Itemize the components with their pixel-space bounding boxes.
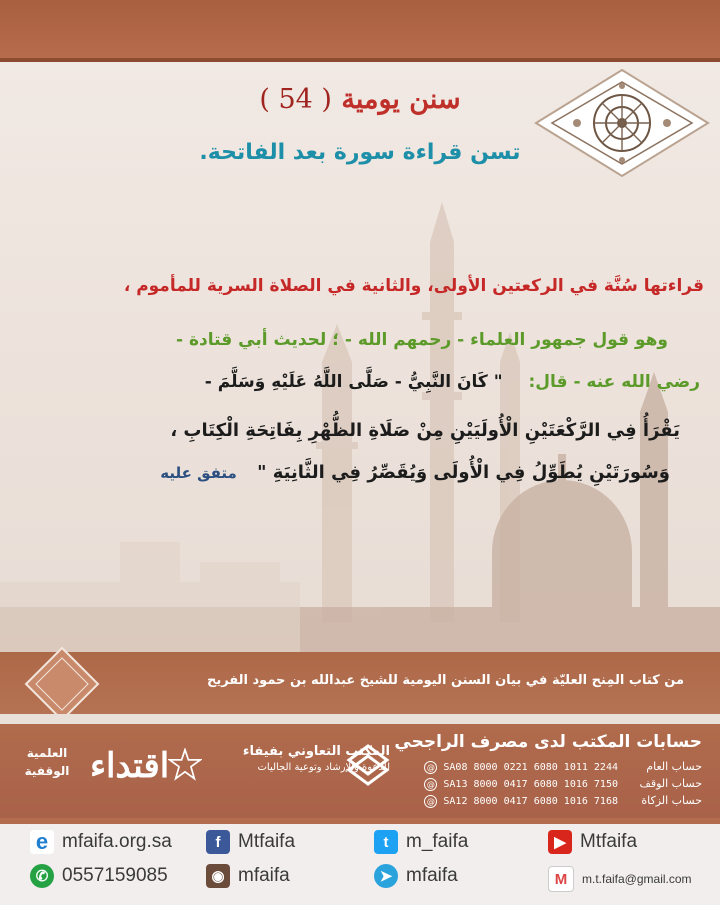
email-text: m.t.faifa@gmail.com — [582, 872, 692, 886]
source-bar — [0, 652, 720, 714]
twitter-contact[interactable] — [374, 830, 468, 854]
internet-explorer-icon: e — [30, 830, 54, 854]
office-info — [208, 744, 390, 773]
accounts-title: حسابات المكتب لدى مصرف الراجحي — [394, 732, 702, 752]
at-icon: @ — [424, 795, 437, 808]
iqtida-star-icon — [168, 748, 202, 782]
lesson-title-label: سنن يومية — [341, 84, 461, 115]
office-name: المكتب التعاوني بفيفاء — [242, 744, 390, 759]
account-number: SA12 8000 0417 6080 1016 7168 — [443, 796, 618, 807]
divider — [0, 714, 720, 724]
body-line-5 — [20, 462, 670, 483]
account-row — [424, 760, 702, 776]
iqtida-brand: اقتداء — [90, 746, 170, 786]
telegram-icon: ➤ — [374, 864, 398, 888]
source-text: من كتاب المِنح العليّة في بيان السنن اليومية للشيخ عبدالله بن حمود الفريح — [206, 673, 684, 688]
instagram-contact[interactable] — [206, 864, 290, 888]
iqtida-line-1: العلمية — [26, 746, 68, 760]
facebook-icon: f — [206, 830, 230, 854]
account-row — [424, 794, 702, 810]
email-contact[interactable] — [548, 866, 692, 892]
diamond-ornament-icon — [22, 644, 102, 724]
whatsapp-text: 0557159085 — [62, 865, 168, 886]
whatsapp-icon: ✆ — [30, 864, 54, 888]
body-line-3-hadith: " كَانَ النَّبِيُّ - صَلَّى اللَّهُ عَلَيْهِ وَسَلَّمَ - — [204, 372, 503, 392]
twitter-icon: t — [374, 830, 398, 854]
top-banner — [0, 0, 720, 62]
hadith-reference: متفق عليه — [160, 464, 237, 482]
contacts-bar — [0, 824, 720, 905]
at-icon: @ — [424, 761, 437, 774]
at-icon: @ — [424, 778, 437, 791]
whatsapp-contact[interactable] — [30, 864, 168, 888]
body-line-5-hadith: وَسُورَتَيْنِ يُطَوِّلُ فِي الْأُولَى وَيُقَصِّرُ فِي الثَّانِيَةِ " — [257, 462, 670, 483]
account-number: SA13 8000 0417 6080 1016 7150 — [443, 779, 618, 790]
instagram-text: mfaifa — [238, 865, 290, 886]
account-label: حساب الوقف — [639, 777, 702, 790]
body-line-3-green: رضي الله عنه - قال: — [528, 372, 700, 392]
body-line-2: وهو قول جمهور العلماء - رحمهم الله - ؛ لحديث أبي قتادة - — [176, 330, 668, 350]
youtube-icon: ▶ — [548, 830, 572, 854]
youtube-text: Mtfaifa — [580, 831, 638, 852]
website-contact[interactable] — [30, 830, 172, 854]
facebook-contact[interactable] — [206, 830, 295, 854]
office-description: للدعوة والإرشاد وتوعية الجاليات — [257, 762, 390, 773]
bank-accounts-panel — [0, 724, 720, 818]
body-line-1: قراءتها سُنَّة في الركعتين الأولى، والثانية في الصلاة السرية للمأموم ، — [123, 276, 704, 296]
lesson-subtitle: تسن قراءة سورة بعد الفاتحة. — [199, 140, 521, 165]
telegram-text: mfaifa — [406, 865, 458, 886]
account-row — [424, 777, 702, 793]
lesson-number: ( 54 ) — [259, 84, 332, 115]
youtube-contact[interactable] — [548, 830, 637, 854]
account-label: حساب العام — [646, 760, 702, 773]
iqtida-line-2: الوقفية — [24, 764, 70, 778]
body-line-4: يَقْرَأُ فِي الرَّكْعَتَيْنِ الْأُولَيَيْنِ مِنْ صَلَاةِ الظُّهْرِ بِفَاتِحَةِ الْكِتَابِ ، — [170, 420, 680, 441]
instagram-icon: ◉ — [206, 864, 230, 888]
facebook-text: Mtfaifa — [238, 831, 296, 852]
iqtida-subtitle — [10, 744, 84, 780]
twitter-text: m_faifa — [406, 831, 469, 852]
iqtida-logo — [10, 732, 200, 812]
website-text: mfaifa.org.sa — [62, 831, 172, 852]
account-number: SA08 8000 0221 6080 1011 2244 — [443, 762, 618, 773]
body-line-3 — [20, 372, 700, 392]
account-label: حساب الزكاة — [641, 794, 702, 807]
telegram-contact[interactable] — [374, 864, 458, 888]
gmail-icon: M — [548, 866, 574, 892]
lesson-title — [0, 84, 720, 115]
